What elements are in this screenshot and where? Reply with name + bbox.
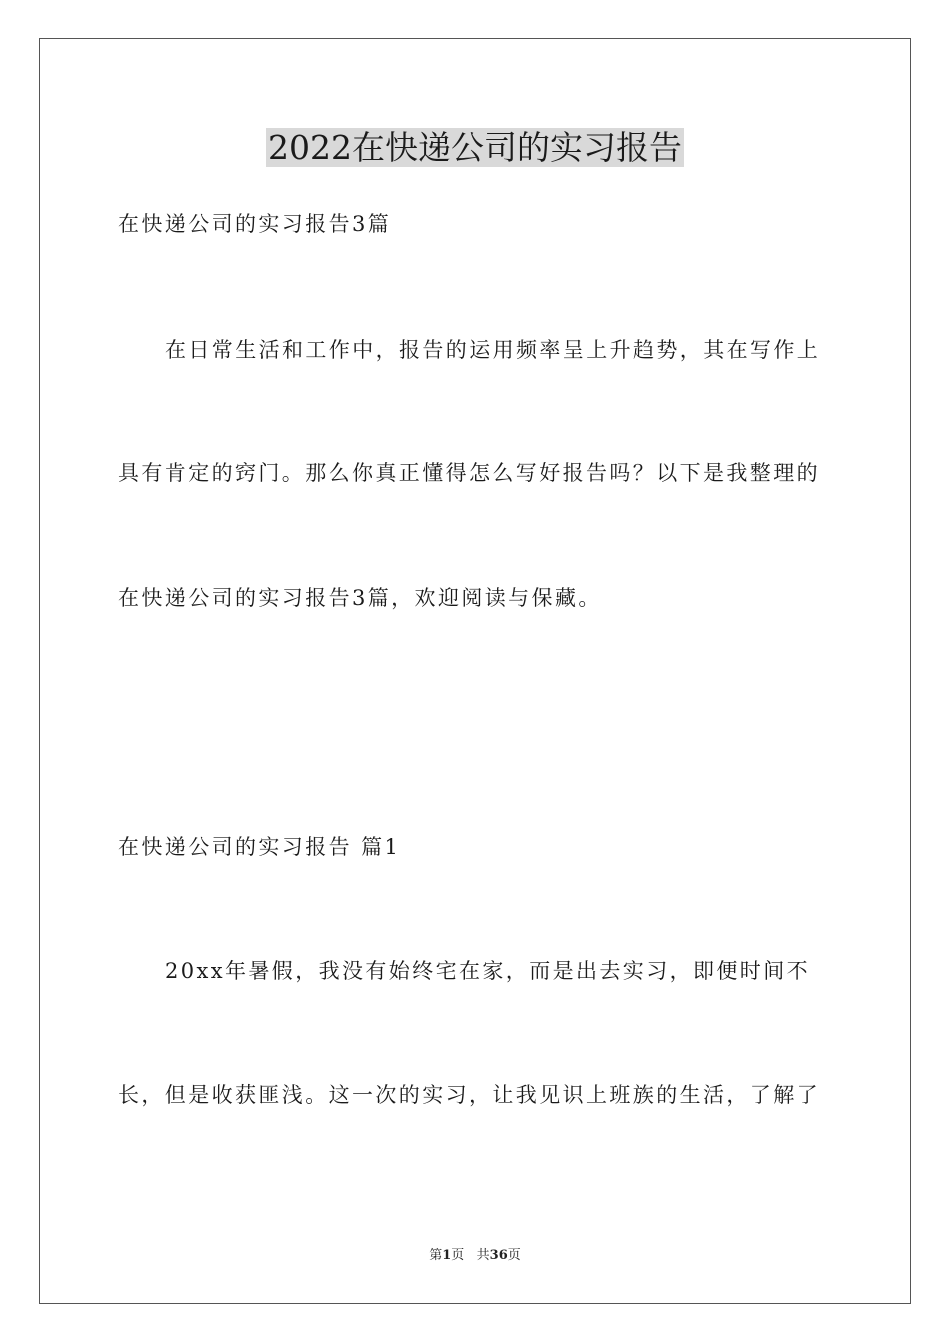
page-footer: [0, 1247, 950, 1265]
document-title: [0, 126, 950, 170]
title-highlight: 2022在快递公司的实习报告: [268, 128, 682, 167]
intro-line-1: 在日常生活和工作中，报告的运用频率呈上升趋势，其在写作上: [165, 338, 821, 362]
footer-page-mid: 页 共: [451, 1248, 490, 1263]
intro-line-2: 具有肯定的窍门。那么你真正懂得怎么写好报告吗？以下是我整理的: [118, 461, 820, 485]
footer-total-pages: 36: [489, 1248, 508, 1263]
body-line-2: 长，但是收获匪浅。这一次的实习，让我见识上班族的生活，了解了: [118, 1083, 820, 1107]
body-line-1: 20xx年暑假，我没有始终宅在家，而是出去实习，即便时间不: [165, 959, 811, 983]
footer-page-number: 1: [442, 1248, 452, 1263]
section-heading: 在快递公司的实习报告 篇1: [118, 835, 401, 859]
document-subtitle: 在快递公司的实习报告3篇: [118, 212, 392, 236]
footer-page-prefix: 第: [429, 1248, 443, 1263]
intro-line-3: 在快递公司的实习报告3篇，欢迎阅读与保藏。: [118, 586, 602, 610]
footer-page-suffix: 页: [507, 1248, 521, 1263]
